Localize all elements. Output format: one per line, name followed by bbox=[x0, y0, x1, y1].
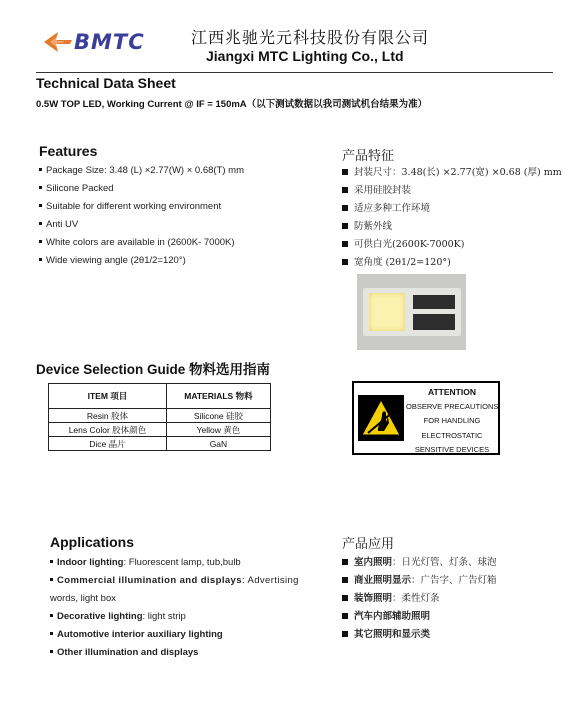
table-cell: Silicone 硅胶 bbox=[166, 409, 270, 423]
company-logo bbox=[44, 30, 145, 54]
bullet-icon bbox=[39, 240, 42, 243]
list-item bbox=[39, 234, 244, 252]
table-row bbox=[49, 437, 271, 451]
list-item-text: 防紫外线 bbox=[354, 221, 393, 232]
table-row bbox=[49, 423, 271, 437]
logo-arrow-icon bbox=[44, 30, 72, 54]
selection-table bbox=[48, 383, 271, 451]
applications-list bbox=[50, 554, 316, 662]
bullet-icon bbox=[342, 631, 348, 637]
attention-line: FOR HANDLING bbox=[423, 416, 481, 425]
list-item-text: White colors are available in (2600K- 7000K) bbox=[46, 237, 235, 248]
table-row bbox=[49, 409, 271, 423]
features-cn-list bbox=[342, 164, 562, 272]
company-name-en: Jiangxi MTC Lighting Co., Ltd bbox=[206, 48, 404, 64]
bullet-icon bbox=[342, 559, 348, 565]
list-item-bold: 商业照明显示 bbox=[354, 575, 412, 586]
bullet-icon bbox=[50, 578, 53, 581]
list-item bbox=[342, 626, 497, 644]
table-cell: Dice 晶片 bbox=[49, 437, 167, 451]
attention-line: SENSITIVE DEVICES bbox=[414, 445, 490, 454]
table-header-row bbox=[49, 384, 271, 409]
bullet-icon bbox=[342, 187, 348, 193]
bullet-icon bbox=[342, 205, 348, 211]
applications-heading: Applications bbox=[50, 534, 135, 550]
guide-heading: Device Selection Guide 物料选用指南 bbox=[36, 362, 271, 377]
list-item-text: Package Size: 3.48 (L) ×2.77(W) × 0.68(T) mm bbox=[46, 165, 244, 176]
list-item-text: ：日光灯管、灯条、球泡 bbox=[392, 557, 497, 568]
bullet-icon bbox=[50, 632, 53, 635]
esd-attention-box bbox=[352, 381, 500, 455]
bullet-icon bbox=[342, 259, 348, 265]
bullet-icon bbox=[39, 204, 42, 207]
bullet-icon bbox=[39, 186, 42, 189]
led-pad-gap bbox=[423, 309, 443, 314]
bullet-icon bbox=[39, 168, 42, 171]
attention-line: ELECTROSTATIC bbox=[421, 430, 483, 440]
list-item bbox=[50, 626, 316, 644]
logo-text: BMTC bbox=[74, 30, 145, 54]
list-item bbox=[39, 162, 244, 180]
list-item-text: : Fluorescent lamp, tub,bulb bbox=[123, 557, 241, 568]
column-header: MATERIALS 物料 bbox=[166, 384, 270, 409]
list-item bbox=[342, 254, 562, 272]
features-list bbox=[39, 162, 244, 270]
list-item bbox=[342, 164, 562, 182]
list-item-text: : light strip bbox=[142, 611, 186, 622]
bullet-icon bbox=[342, 169, 348, 175]
list-item-text: words, light box bbox=[50, 593, 117, 604]
header-divider bbox=[36, 72, 553, 73]
esd-warning-icon bbox=[358, 395, 404, 441]
list-item-bold: Indoor lighting bbox=[57, 557, 124, 568]
list-item bbox=[342, 218, 562, 236]
list-item bbox=[39, 216, 244, 234]
list-item-bold: Decorative lighting bbox=[57, 611, 143, 622]
list-item-bold: 装饰照明 bbox=[354, 593, 393, 604]
list-item bbox=[39, 198, 244, 216]
applications-cn-heading: 产品应用 bbox=[342, 537, 395, 552]
list-item-text: 封装尺寸：3.48(长) ×2.77(宽) ×0.68 (厚) mm bbox=[354, 167, 562, 178]
list-item-bold: 室内照明 bbox=[354, 557, 393, 568]
list-item bbox=[342, 200, 562, 218]
attention-title: ATTENTION bbox=[427, 387, 476, 397]
bullet-icon bbox=[50, 560, 53, 563]
list-item bbox=[39, 252, 244, 270]
list-item-text: 适应多种工作环境 bbox=[354, 203, 431, 214]
led-product-image bbox=[357, 274, 466, 350]
applications-cn-list bbox=[342, 554, 497, 644]
list-item-text: ：广告字、广告灯箱 bbox=[411, 575, 497, 586]
company-name-cn: 江西兆驰光元科技股份有限公司 bbox=[191, 28, 430, 47]
doc-subtitle: 0.5W TOP LED, Working Current @ IF = 150mA（以下测试数据以我司测试机台结果为准） bbox=[36, 99, 428, 110]
attention-text bbox=[406, 385, 498, 458]
list-item bbox=[50, 644, 316, 662]
bullet-icon bbox=[342, 577, 348, 583]
table-cell: Yellow 黄色 bbox=[166, 423, 270, 437]
list-item-text: Wide viewing angle (2θ1/2=120°) bbox=[46, 255, 186, 266]
led-pad bbox=[413, 314, 455, 330]
list-item-text: 可供白光(2600K-7000K) bbox=[354, 239, 465, 250]
led-pad bbox=[413, 295, 455, 309]
list-item bbox=[50, 590, 316, 608]
features-cn-heading: 产品特征 bbox=[342, 149, 395, 164]
bullet-icon bbox=[342, 595, 348, 601]
list-item-text: ：柔性灯条 bbox=[392, 593, 440, 604]
list-item bbox=[342, 572, 497, 590]
bullet-icon bbox=[39, 258, 42, 261]
doc-title: Technical Data Sheet bbox=[36, 75, 176, 91]
list-item bbox=[50, 608, 316, 626]
list-item-text: : Advertising bbox=[241, 575, 299, 586]
list-item-text: 宽角度 (2θ1/2=120°) bbox=[354, 257, 451, 268]
column-header: ITEM 项目 bbox=[49, 384, 167, 409]
list-item bbox=[50, 554, 316, 572]
bullet-icon bbox=[50, 650, 53, 653]
table-cell: GaN bbox=[166, 437, 270, 451]
table-cell: Lens Color 胶体颜色 bbox=[49, 423, 167, 437]
list-item bbox=[342, 590, 497, 608]
features-heading: Features bbox=[39, 143, 98, 159]
list-item bbox=[342, 182, 562, 200]
bullet-icon bbox=[50, 614, 53, 617]
led-lens bbox=[369, 293, 405, 331]
bullet-icon bbox=[39, 222, 42, 225]
list-item bbox=[342, 554, 497, 572]
bullet-icon bbox=[342, 613, 348, 619]
bullet-icon bbox=[342, 241, 348, 247]
list-item-bold: 汽车内部辅助照明 bbox=[354, 611, 431, 622]
list-item-text: Silicone Packed bbox=[46, 183, 114, 194]
list-item bbox=[342, 236, 562, 254]
list-item bbox=[342, 608, 497, 626]
table-cell: Resin 胶体 bbox=[49, 409, 167, 423]
list-item bbox=[50, 572, 316, 590]
list-item-bold: 其它照明和显示类 bbox=[354, 629, 431, 640]
bullet-icon bbox=[342, 223, 348, 229]
list-item bbox=[39, 180, 244, 198]
list-item-bold: Commercial illumination and displays bbox=[57, 575, 242, 586]
led-package bbox=[363, 288, 461, 336]
list-item-text: 采用硅胶封装 bbox=[354, 185, 412, 196]
attention-line: OBSERVE PRECAUTIONS bbox=[406, 401, 499, 411]
list-item-text: Suitable for different working environment bbox=[46, 201, 222, 212]
list-item-text: Anti UV bbox=[46, 219, 79, 230]
list-item-bold: Other illumination and displays bbox=[57, 647, 199, 658]
list-item-bold: Automotive interior auxiliary lighting bbox=[57, 629, 223, 640]
